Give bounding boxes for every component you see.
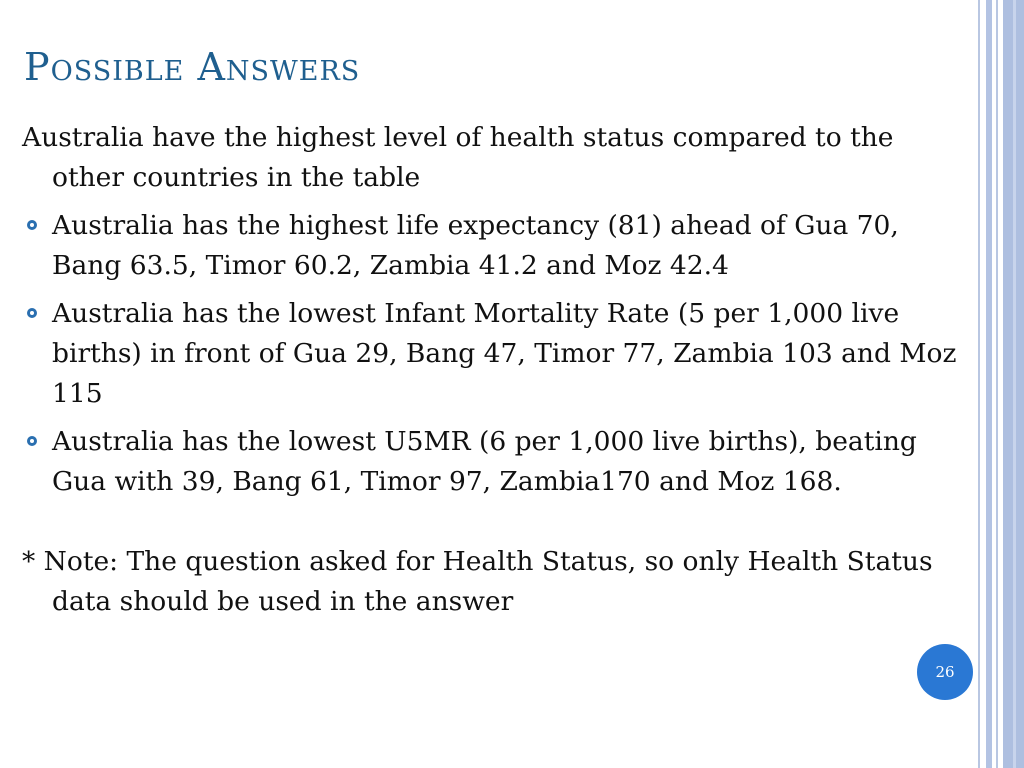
bullet-item xyxy=(22,422,972,502)
slide-number: 26 xyxy=(935,663,955,681)
intro-paragraph: Australia have the highest level of health status compared to the other countries in the table xyxy=(22,122,894,193)
bullet-text: Australia has the lowest Infant Mortality Rate (5 per 1,000 live births) in front of Gua 29, Bang 47, Timor 77, Zambia 103 and Moz 115 xyxy=(52,298,957,409)
bullet-text: Australia has the highest life expectancy (81) ahead of Gua 70, Bang 63.5, Timor 60.2, Zambia 41.2 and Moz 42.4 xyxy=(52,210,899,281)
bullet-text: Australia has the lowest U5MR (6 per 1,000 live births), beating Gua with 39, Bang 61, Timor 97, Zambia170 and Moz 168. xyxy=(52,426,917,497)
hollow-circle-bullet-icon xyxy=(27,436,37,446)
border-stripe xyxy=(1013,0,1016,768)
slide-number-badge xyxy=(917,644,973,700)
hollow-circle-bullet-icon xyxy=(27,308,37,318)
border-stripe xyxy=(996,0,998,768)
slide-body xyxy=(22,118,972,622)
slide-title: Possible Answers xyxy=(24,45,361,89)
border-stripe xyxy=(986,0,992,768)
hollow-circle-bullet-icon xyxy=(27,220,37,230)
note-paragraph: * Note: The question asked for Health Status, so only Health Status data should be used in the answer xyxy=(22,546,933,617)
bullet-item xyxy=(22,206,972,286)
border-stripe xyxy=(978,0,980,768)
bullet-item xyxy=(22,294,972,414)
